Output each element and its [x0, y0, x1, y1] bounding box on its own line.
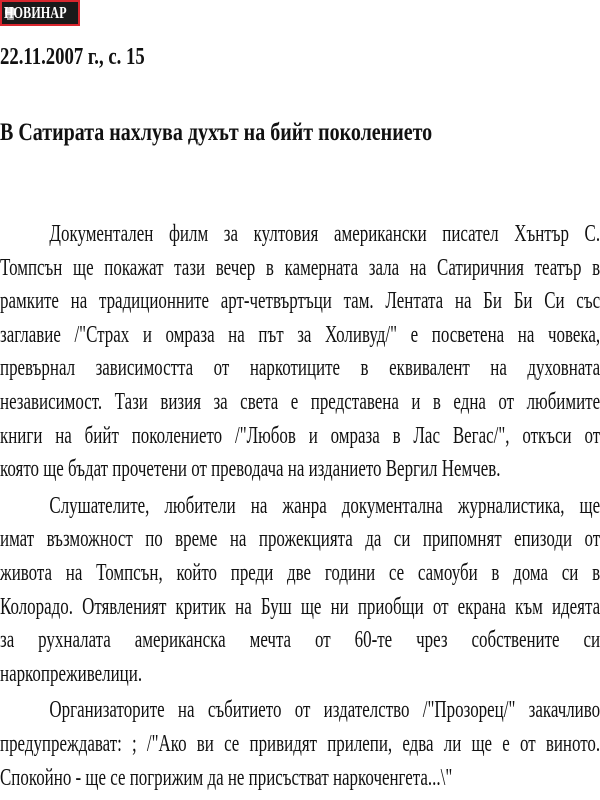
article-paragraph: [0, 490, 600, 692]
paragraph-line: Колорадо. Отявленият критик на Буш ще ни приобщи от екрана към идеята: [0, 593, 600, 620]
paragraph-line: заглавие /"Страх и омраза на път за Холивуд/" е посветена на човека,: [0, 321, 600, 348]
article-title: В Сатирата нахлува духът на бийт поколението: [0, 119, 433, 146]
article-body: [0, 218, 600, 798]
paragraph-line: книги на бийт поколението /"Любов и омраза в Лас Вегас/", откъси от: [0, 422, 600, 449]
paragraph-line: имат възможност по време на прожекцията да си припомнят епизоди от: [0, 526, 600, 553]
paragraph-line: която ще бъдат прочетени от преводача на изданието Вергил Немчев.: [0, 456, 501, 483]
paragraph-line: живота на Томпсън, който преди две години се самоуби в дома си в: [0, 559, 600, 586]
paragraph-line: за рухналата американска мечта от 60-те чрез собствените си: [0, 627, 600, 654]
paragraph-line: Документален филм за култовия американски писател Хънтър С.: [49, 221, 600, 247]
article-paragraph: [0, 694, 600, 795]
paragraph-line: наркопреживелици.: [0, 660, 143, 687]
publication-date: 22.11.2007 г., с. 15: [0, 44, 145, 70]
newspaper-logo: [0, 0, 80, 26]
paragraph-line: предупреждават: ; /"Ако ви се привидят прилепи, едва ли ще е от виното.: [0, 730, 600, 757]
article-paragraph: [0, 218, 600, 487]
paragraph-line: Томпсън ще покажат тази вечер в камерната зала на Сатиричния театър в: [0, 254, 600, 281]
logo-text: НОВИНАР: [4, 3, 67, 22]
paragraph-line: независимост. Тази визия за света е представена и в една от любимите: [0, 388, 600, 415]
paragraph-line: Спокойно - ще се погрижим да не присъстват наркоченгета...\": [0, 764, 453, 791]
paragraph-line: превърнал зависимостта от наркотиците в еквивалент на духовната: [0, 355, 600, 382]
paragraph-line: Организаторите на събитието от издателство /"Прозорец/" закачливо: [49, 697, 600, 724]
paragraph-line: Слушателите, любители на жанра документална журналистика, ще: [49, 492, 600, 519]
paragraph-line: рамките на традиционните арт-четвъртъци там. Лентата на Би Би Си със: [0, 288, 600, 315]
